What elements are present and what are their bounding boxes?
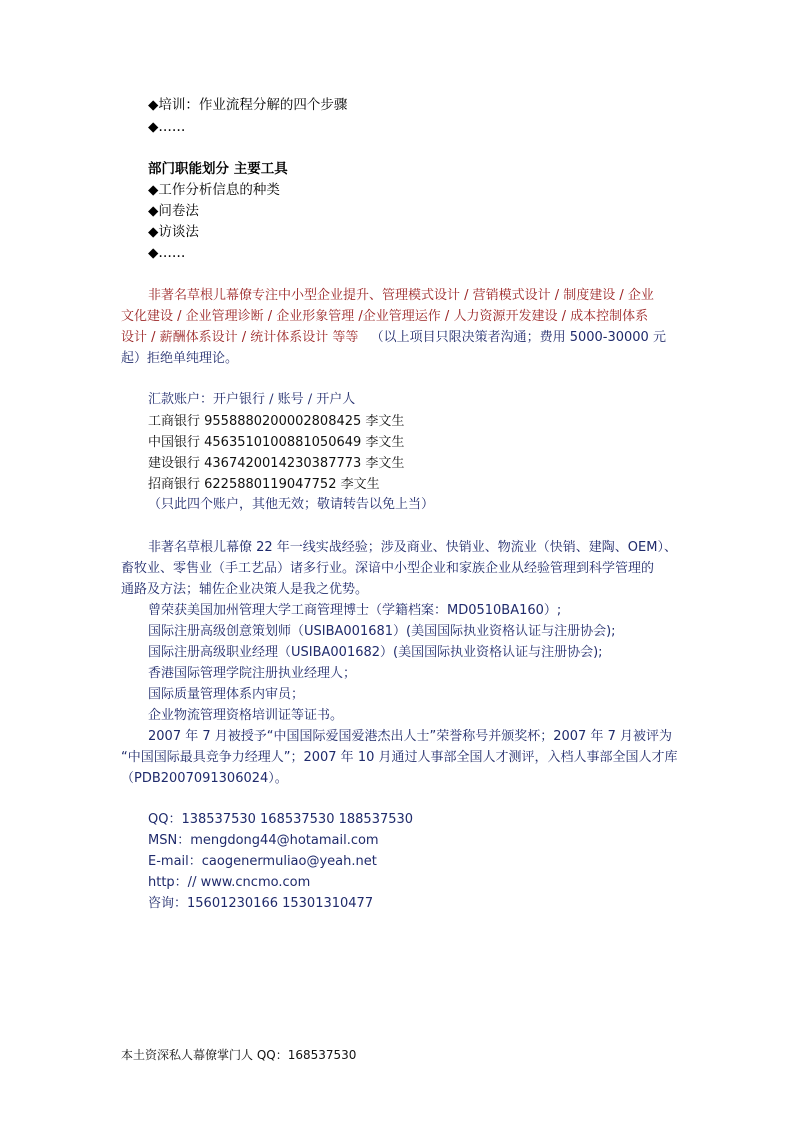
- page-footer: 本土资深私人幕僚掌门人 QQ：168537530: [121, 1048, 357, 1062]
- account-row: 建设银行 4367420014230387773 李文生: [148, 456, 405, 471]
- contact-qq: QQ：138537530 168537530 188537530: [148, 812, 414, 827]
- services-line-1: 非著名草根儿幕僚专注中小型企业提升、管理模式设计 / 营销模式设计 / 制度建设 / 企业: [148, 288, 654, 303]
- bio-line: 香港国际管理学院注册执业经理人；: [148, 666, 357, 681]
- services-line-3-red: 设计 / 薪酬体系设计 / 统计体系设计 等等: [121, 330, 359, 345]
- services-paragraph: [121, 285, 721, 369]
- account-row: 招商银行 6225880119047752 李文生: [148, 477, 380, 492]
- training-bullet-2: ◆……: [148, 119, 186, 135]
- training-bullet-1: ◆培训：作业流程分解的四个步骤: [148, 97, 348, 113]
- bio-line: 国际注册高级创意策划师（USIBA001681）(美国国际执业资格认证与注册协会);: [148, 624, 616, 639]
- account-row: 工商银行 9558880200002808425 李文生: [148, 414, 405, 429]
- bio-line: 国际注册高级职业经理（USIBA001682）(美国国际执业资格认证与注册协会);: [148, 645, 603, 660]
- bio-paragraph: [121, 537, 721, 789]
- bio-line: 通路及方法；辅佐企业决策人是我之优势。: [121, 582, 369, 597]
- services-fee-note: （以上项目只限决策者沟通；费用 5000-30000 元: [370, 330, 666, 345]
- contact-email[interactable]: E-mail：caogenermuliao@yeah.net: [148, 854, 377, 869]
- department-item: ◆工作分析信息的种类: [148, 182, 280, 198]
- bio-line: 曾荣获美国加州管理大学工商管理博士（学籍档案：MD0510BA160）;: [148, 603, 562, 618]
- account-row: 中国银行 4563510100881050649 李文生: [148, 435, 405, 450]
- accounts-header: 汇款账户：开户银行 / 账号 / 开户人: [148, 392, 356, 407]
- bio-line: （PDB2007091306024）。: [121, 771, 288, 786]
- accounts-note: （只此四个账户，其他无效；敬请转告以免上当）: [148, 497, 435, 512]
- bio-line: 2007 年 7 月被授予“中国国际爱国爱港杰出人士”荣誉称号并颁奖杯；2007 年 7 月被评为: [148, 729, 672, 744]
- bio-line: 畜牧业、零售业（手工艺品）诸多行业。深谙中小型企业和家族企业从经验管理到科学管理的: [121, 561, 655, 576]
- department-item: ◆问卷法: [148, 203, 199, 219]
- contact-phone: 咨询：15601230166 15301310477: [148, 896, 374, 911]
- services-line-3: [121, 327, 721, 348]
- department-item: ◆……: [148, 245, 186, 261]
- department-item: ◆访谈法: [148, 224, 199, 240]
- contact-website[interactable]: http：// www.cncmo.com: [148, 875, 311, 890]
- bio-line: 企业物流管理资格培训证等证书。: [148, 708, 344, 723]
- bio-line: “中国国际最具竞争力经理人”；2007 年 10 月通过人事部全国人才测评，入档人事部全国人才库: [121, 750, 678, 765]
- services-line-2: 文化建设 / 企业管理诊断 / 企业形象管理 /企业管理运作 / 人力资源开发建设 / 成本控制体系: [121, 309, 649, 324]
- department-heading: 部门职能划分 主要工具: [148, 161, 288, 177]
- contact-msn[interactable]: MSN：mengdong44@hotamail.com: [148, 833, 379, 848]
- services-line-4: 起）拒绝单纯理论。: [121, 351, 239, 366]
- bio-line: 非著名草根儿幕僚 22 年一线实战经验；涉及商业、快销业、物流业（快销、建陶、OEM）、: [148, 540, 677, 555]
- bio-line: 国际质量管理体系内审员；: [148, 687, 305, 702]
